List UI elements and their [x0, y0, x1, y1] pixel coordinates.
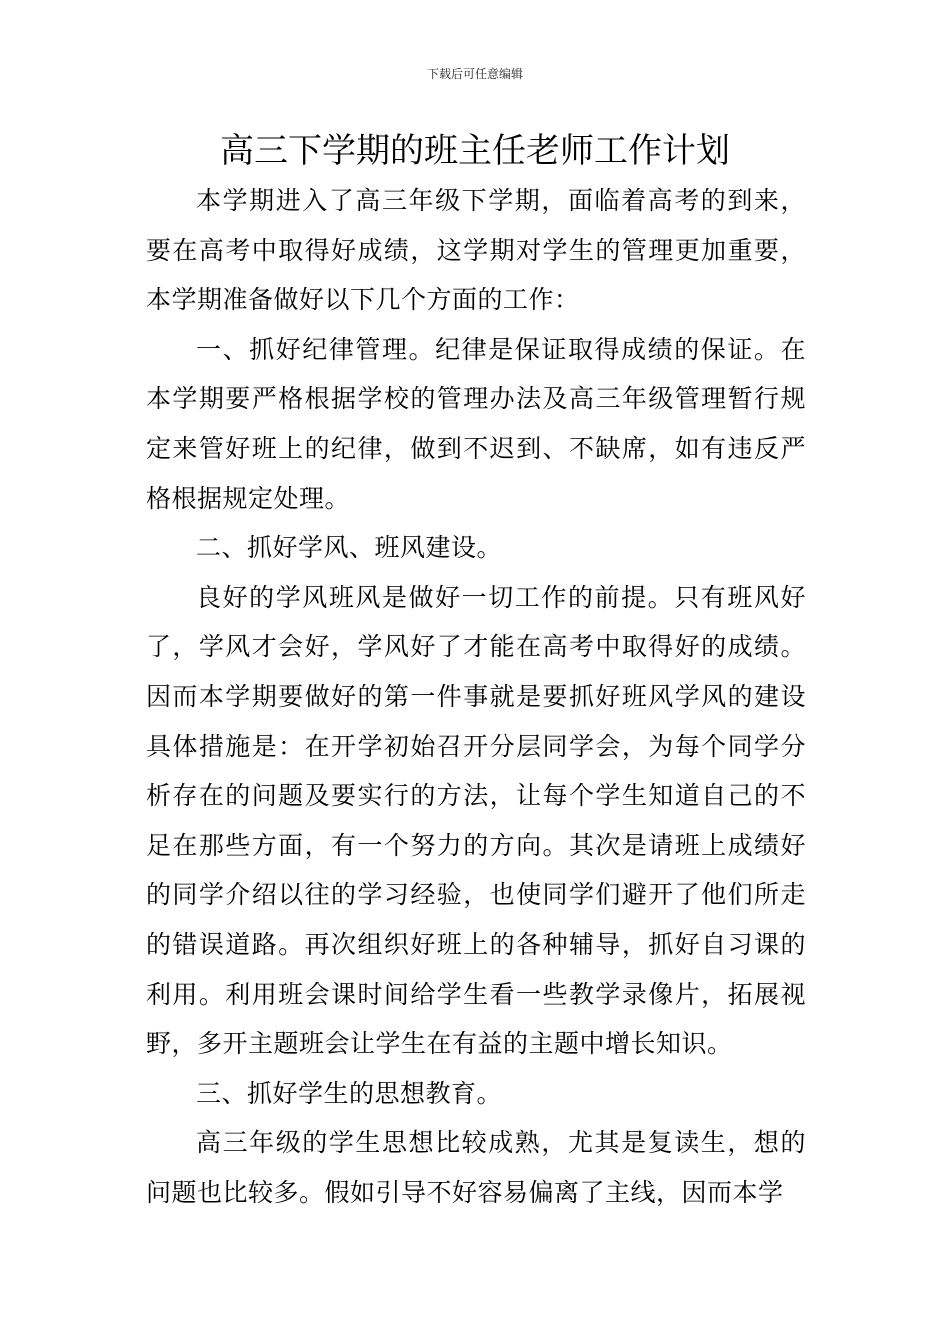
ideology-paragraph: 高三年级的学生思想比较成熟，尤其是复读生，想的问题也比较多。假如引导不好容易偏离了主线，因而本学: [146, 1128, 806, 1207]
intro-paragraph: 本学期进入了高三年级下学期，面临着高考的到来，要在高考中取得好成绩，这学期对学生的管理更加重要，本学期准备做好以下几个方面的工作：: [146, 186, 806, 315]
header-note: 下载后可任意编辑: [426, 67, 523, 81]
discipline-paragraph: 一、抓好纪律管理。纪律是保证取得成绩的保证。在本学期要严格根据学校的管理办法及高三年级管理暂行规定来管好班上的纪律，做到不迟到、不缺席，如有违反严格根据规定处理。: [146, 334, 806, 513]
document-title: 高三下学期的班主任老师工作计划: [220, 131, 730, 171]
section-heading-ideology: 三、抓好学生的思想教育。: [196, 1078, 503, 1108]
section-heading-study-style: 二、抓好学风、班风建设。: [196, 533, 503, 563]
study-style-paragraph: 良好的学风班风是做好一切工作的前提。只有班风好了，学风才会好，学风好了才能在高考中取得好的成绩。因而本学期要做好的第一件事就是要抓好班风学风的建设具体措施是：在开学初始召开分层同学会，为每个同学分析存在的问题及要实行的方法，让每个学生知道自己的不足在那些方面，有一个努力的方向。其次是请班上成绩好的同学介绍以往的学习经验，也使同学们避开了他们所走的错误道路。再次组织好班上的各种辅导，抓好自习课的利用。利用班会课时间给学生看一些教学录像片，拓展视野，多开主题班会让学生在有益的主题中增长知识。: [146, 582, 806, 1059]
document-body: [146, 176, 806, 1217]
